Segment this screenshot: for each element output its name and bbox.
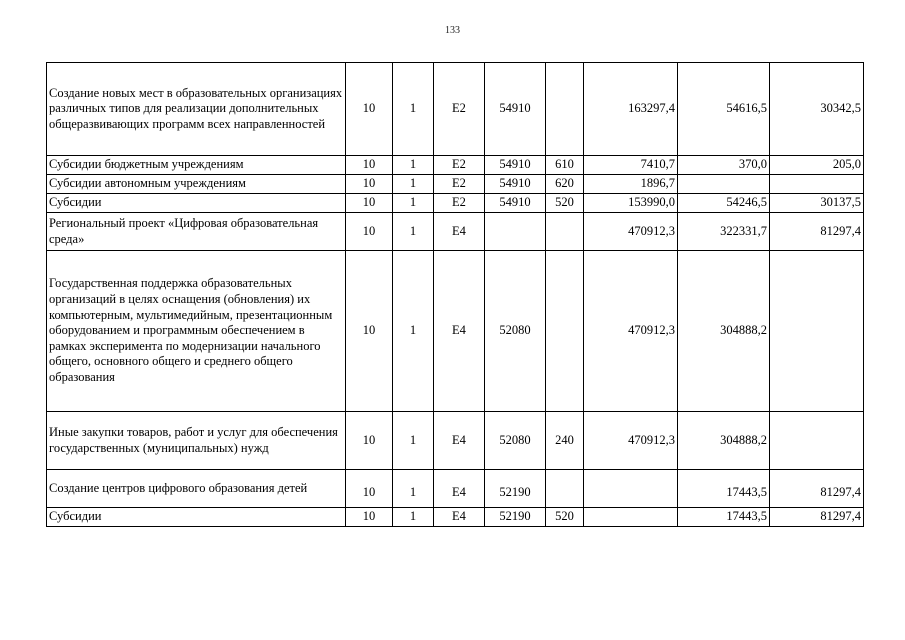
- sum1-cell: 1896,7: [584, 175, 678, 194]
- csr-program-cell: E4: [434, 213, 485, 251]
- pr-cell: 1: [393, 412, 434, 470]
- vr-cell: 620: [546, 175, 584, 194]
- csr-program-cell: E2: [434, 175, 485, 194]
- budget-table: [46, 62, 864, 527]
- sum2-cell: 17443,5: [678, 508, 770, 527]
- csr-program-cell: E2: [434, 63, 485, 156]
- sum3-cell: 30137,5: [770, 194, 864, 213]
- csr-code-cell: 52190: [485, 508, 546, 527]
- row-name: Субсидии: [47, 194, 346, 213]
- pr-cell: 1: [393, 508, 434, 527]
- row-name: Создание центров цифрового образования детей: [47, 470, 346, 508]
- sum1-cell: 163297,4: [584, 63, 678, 156]
- sum3-cell: [770, 251, 864, 412]
- sum3-cell: 205,0: [770, 156, 864, 175]
- sum2-cell: 54616,5: [678, 63, 770, 156]
- row-name: Субсидии автономным учреждениям: [47, 175, 346, 194]
- table-row: [47, 470, 864, 508]
- csr-code-cell: 54910: [485, 63, 546, 156]
- rz-cell: 10: [346, 156, 393, 175]
- rz-cell: 10: [346, 63, 393, 156]
- table-row: [47, 175, 864, 194]
- sum1-cell: [584, 508, 678, 527]
- page-number: 133: [445, 25, 460, 36]
- sum3-cell: 81297,4: [770, 213, 864, 251]
- csr-code-cell: 52190: [485, 470, 546, 508]
- sum1-cell: 470912,3: [584, 251, 678, 412]
- table-row: [47, 508, 864, 527]
- sum1-cell: [584, 470, 678, 508]
- sum3-cell: 30342,5: [770, 63, 864, 156]
- csr-code-cell: [485, 213, 546, 251]
- row-name: Государственная поддержка образовательных организаций в целях оснащения (обновления) их компьютерным, мультимедийным, презентационным оборудованием и программным обеспечением в рамках эксперимента по модернизации начального общего, основного общего и среднего общего образования: [47, 251, 346, 412]
- pr-cell: 1: [393, 251, 434, 412]
- rz-cell: 10: [346, 175, 393, 194]
- pr-cell: 1: [393, 470, 434, 508]
- vr-cell: 610: [546, 156, 584, 175]
- sum1-cell: 470912,3: [584, 412, 678, 470]
- table-row: [47, 156, 864, 175]
- vr-cell: 240: [546, 412, 584, 470]
- rz-cell: 10: [346, 412, 393, 470]
- vr-cell: [546, 251, 584, 412]
- pr-cell: 1: [393, 194, 434, 213]
- sum2-cell: 322331,7: [678, 213, 770, 251]
- sum3-cell: 81297,4: [770, 508, 864, 527]
- table-row: [47, 412, 864, 470]
- sum3-cell: [770, 175, 864, 194]
- csr-code-cell: 52080: [485, 412, 546, 470]
- row-name: Создание новых мест в образовательных организациях различных типов для реализации дополнительных общеразвивающих программ всех направленностей: [47, 63, 346, 156]
- rz-cell: 10: [346, 508, 393, 527]
- rz-cell: 10: [346, 470, 393, 508]
- pr-cell: 1: [393, 213, 434, 251]
- sum2-cell: 304888,2: [678, 412, 770, 470]
- vr-cell: 520: [546, 194, 584, 213]
- csr-code-cell: 54910: [485, 175, 546, 194]
- sum2-cell: 304888,2: [678, 251, 770, 412]
- pr-cell: 1: [393, 156, 434, 175]
- csr-code-cell: 54910: [485, 156, 546, 175]
- csr-program-cell: E2: [434, 194, 485, 213]
- csr-program-cell: E4: [434, 470, 485, 508]
- row-name: Субсидии: [47, 508, 346, 527]
- sum2-cell: 370,0: [678, 156, 770, 175]
- sum1-cell: 153990,0: [584, 194, 678, 213]
- pr-cell: 1: [393, 63, 434, 156]
- csr-program-cell: E4: [434, 412, 485, 470]
- table-row: [47, 194, 864, 213]
- row-name: Субсидии бюджетным учреждениям: [47, 156, 346, 175]
- table-row: [47, 251, 864, 412]
- vr-cell: [546, 213, 584, 251]
- vr-cell: [546, 63, 584, 156]
- csr-program-cell: E4: [434, 508, 485, 527]
- row-name: Иные закупки товаров, работ и услуг для обеспечения государственных (муниципальных) нужд: [47, 412, 346, 470]
- sum2-cell: 17443,5: [678, 470, 770, 508]
- csr-program-cell: E4: [434, 251, 485, 412]
- table-row: [47, 63, 864, 156]
- row-name: Региональный проект «Цифровая образовательная среда»: [47, 213, 346, 251]
- rz-cell: 10: [346, 251, 393, 412]
- sum1-cell: 7410,7: [584, 156, 678, 175]
- csr-code-cell: 52080: [485, 251, 546, 412]
- vr-cell: [546, 470, 584, 508]
- csr-code-cell: 54910: [485, 194, 546, 213]
- csr-program-cell: E2: [434, 156, 485, 175]
- sum3-cell: 81297,4: [770, 470, 864, 508]
- table-row: [47, 213, 864, 251]
- rz-cell: 10: [346, 213, 393, 251]
- sum2-cell: 54246,5: [678, 194, 770, 213]
- rz-cell: 10: [346, 194, 393, 213]
- pr-cell: 1: [393, 175, 434, 194]
- sum2-cell: [678, 175, 770, 194]
- sum3-cell: [770, 412, 864, 470]
- sum1-cell: 470912,3: [584, 213, 678, 251]
- vr-cell: 520: [546, 508, 584, 527]
